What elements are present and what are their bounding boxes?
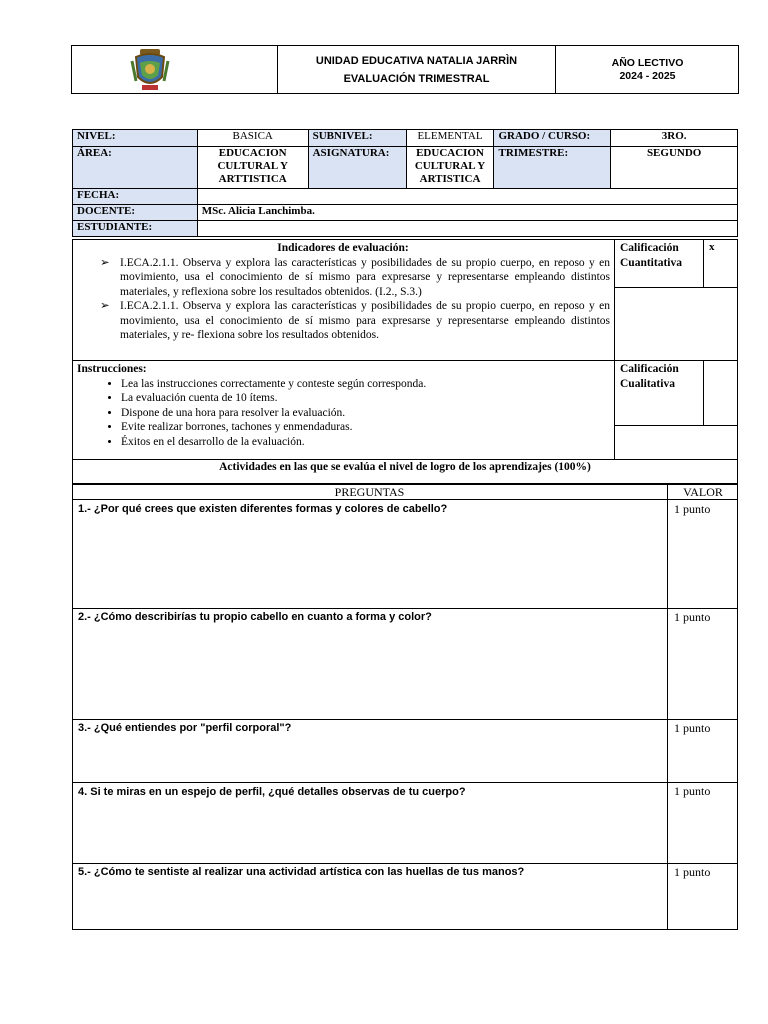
school-crest-icon [128, 47, 172, 93]
cuant-mark-divider [703, 239, 704, 288]
area-label: ÁREA: [73, 147, 198, 189]
grade-column-divider [614, 239, 615, 460]
question-1-answer-area[interactable] [73, 518, 666, 607]
fecha-field[interactable] [197, 189, 737, 205]
arrow-bullet-icon: ➢ [100, 300, 110, 312]
instruction-item: • Evite realizar borrones, tachones y enmendaduras. [121, 420, 611, 435]
info-table [72, 129, 738, 237]
grado-value: 3RO. [611, 130, 738, 147]
exam-title: EVALUACIÓN TRIMESTRAL [343, 72, 490, 85]
nivel-label: NIVEL: [73, 130, 198, 147]
question-3-value: 1 punto [674, 721, 711, 735]
year-value: 2024 - 2025 [619, 69, 676, 82]
question-3-text: 3.- ¿Qué entiendes por "perfil corporal"? [78, 722, 292, 734]
question-2-answer-area[interactable] [73, 626, 666, 718]
col-preguntas-header: PREGUNTAS [334, 485, 405, 499]
estudiante-label: ESTUDIANTE: [73, 221, 198, 237]
year-header [556, 45, 739, 94]
question-5-answer-area[interactable] [73, 882, 666, 928]
question-4-answer-area[interactable] [73, 801, 666, 862]
instruction-item: • Dispone de una hora para resolver la evaluación. [121, 406, 611, 421]
question-divider [72, 782, 738, 783]
grado-label: GRADO / CURSO: [494, 130, 611, 147]
arrow-bullet-icon: ➢ [100, 256, 110, 269]
indicators-title: Indicadores de evaluación: [277, 242, 409, 254]
activities-title: Actividades en las que se evalúa el nivel de logro de los aprendizajes (100%) [72, 459, 738, 484]
indicator-item: ➢ I.ECA.2.1.1. Observa y explora las características y posibilidades de su propio cuerpo, en reposo y en movimiento, usa el conocimiento de sí mismo para expresarse y representarse empleando distintos materiales, y reflexiona sobre los resultados obtenidos. (I.2., S.3.) [100, 256, 610, 298]
trimestre-value: SEGUNDO [611, 147, 738, 189]
school-name: UNIDAD EDUCATIVA NATALIA JARRÌN [315, 54, 518, 67]
docente-value: MSc. Alicia Lanchimba. [197, 205, 737, 221]
question-2-value: 1 punto [674, 610, 711, 624]
instructions-list [77, 377, 611, 450]
asignatura-value: EDUCACION CULTURAL Y ARTISTICA [406, 147, 494, 189]
cual-label: Calificación Cualitativa [620, 363, 679, 390]
docente-label: DOCENTE: [73, 205, 198, 221]
asignatura-label: ASIGNATURA: [308, 147, 406, 189]
cuant-label: Calificación Cuantitativa [620, 242, 682, 269]
col-valor-header: VALOR [683, 485, 723, 499]
cuant-bottom-divider [614, 287, 738, 288]
indicators-list [76, 256, 610, 343]
area-value: EDUCACION CULTURAL Y ARTTISTICA [197, 147, 308, 189]
year-label: AÑO LECTIVO [611, 56, 684, 69]
subnivel-value: ELEMENTAL [406, 130, 494, 147]
question-3-answer-area[interactable] [73, 737, 666, 781]
question-1-text: 1.- ¿Por qué crees que existen diferentes formas y colores de cabello? [78, 503, 448, 515]
nivel-value: BASICA [197, 130, 308, 147]
instructions-title: Instrucciones: [77, 363, 147, 375]
question-2-text: 2.- ¿Cómo describirías tu propio cabello en cuanto a forma y color? [78, 611, 432, 623]
cual-bottom-divider [614, 425, 738, 426]
school-header [278, 45, 555, 94]
instruction-item: • La evaluación cuenta de 10 ítems. [121, 391, 611, 406]
question-4-value: 1 punto [674, 784, 711, 798]
instructions-section [77, 362, 611, 449]
subnivel-label: SUBNIVEL: [308, 130, 406, 147]
question-5-value: 1 punto [674, 865, 711, 879]
instruction-item: • Éxitos en el desarrollo de la evaluación. [121, 435, 611, 450]
cual-mark-divider [703, 360, 704, 426]
question-5-text: 5.- ¿Cómo te sentiste al realizar una actividad artística con las huellas de tus manos? [78, 866, 525, 878]
cuant-mark: x [709, 241, 715, 253]
indicators-section [76, 241, 610, 343]
indicators-instructions-divider [72, 360, 738, 361]
question-1-value: 1 punto [674, 502, 711, 516]
estudiante-field[interactable] [197, 221, 737, 237]
question-divider [72, 863, 738, 864]
question-divider [72, 719, 738, 720]
indicator-item: ➢ I.ECA.2.1.1. Observa y explora las características y posibilidades de su propio cuerpo, en reposo y en movimiento, usa el conocimiento de sí mismo para expresarse y representarse empleando distintos materiales, y re- flexiona sobre los resultados obtenidos. [100, 300, 610, 341]
question-divider [72, 608, 738, 609]
question-4-text: 4. Si te miras en un espejo de perfil, ¿qué detalles observas de tu cuerpo? [78, 786, 466, 798]
instruction-item: • Lea las instrucciones correctamente y conteste según corresponda. [121, 377, 611, 392]
fecha-label: FECHA: [73, 189, 198, 205]
trimestre-label: TRIMESTRE: [494, 147, 611, 189]
